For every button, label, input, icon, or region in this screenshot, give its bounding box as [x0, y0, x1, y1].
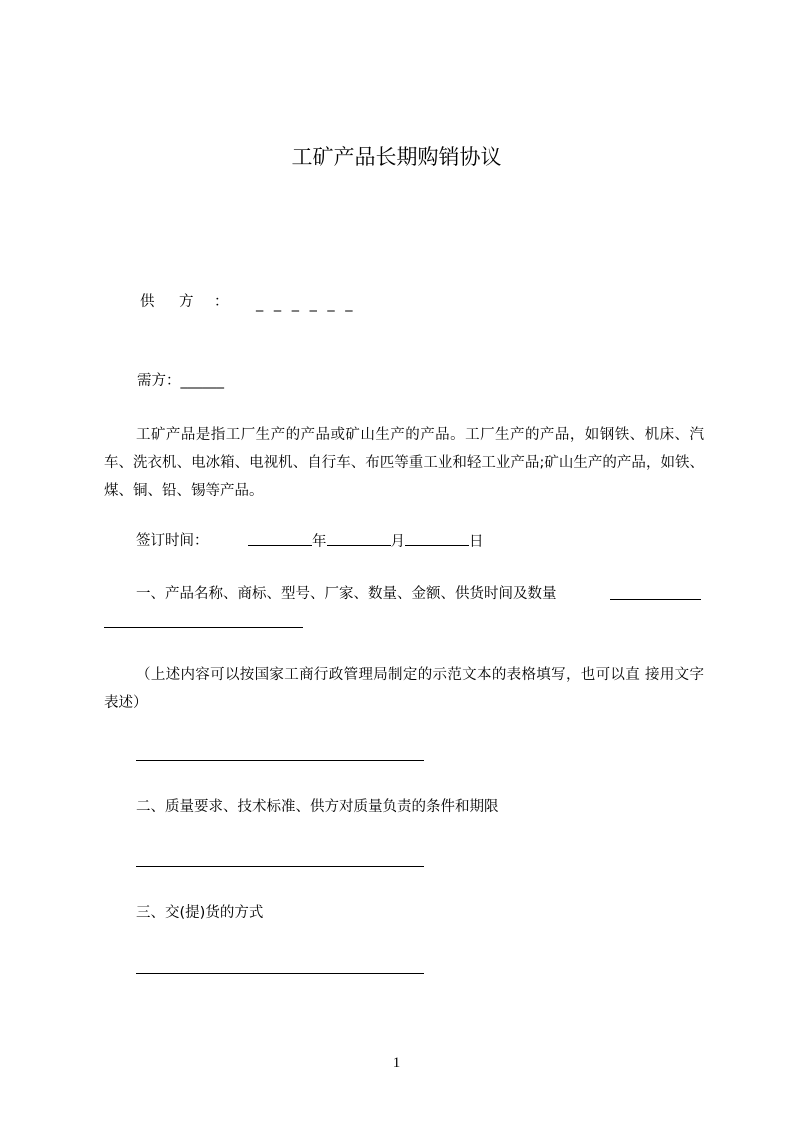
buyer-blank: ______ [180, 373, 224, 389]
supplier-label-char-1: 供 [140, 294, 155, 310]
supplier-blank: _ _ _ _ _ _ [256, 296, 356, 312]
day-label: 日 [469, 534, 484, 550]
section2-fill-line [136, 866, 424, 867]
section1-fill-line [136, 760, 424, 761]
section3-heading: 三、交(提)货的方式 [136, 905, 264, 921]
supplier-label-char-2: 方 [179, 294, 194, 310]
section2-heading: 二、质量要求、技术标准、供方对质量负责的条件和期限 [136, 799, 499, 815]
day-blank [405, 531, 469, 546]
section3-fill-line [136, 973, 424, 974]
sign-time-line [248, 531, 484, 552]
supplier-colon: ： [214, 294, 229, 310]
section1-note: （上述内容可以按国家工商行政管理局制定的示范文本的表格填写，也可以直 接用文字表述） [104, 667, 704, 711]
month-blank [327, 531, 391, 546]
document-title: 工矿产品长期购销协议 [291, 145, 502, 169]
section1-blank-line-b [104, 627, 303, 628]
section1-blank-line-a [610, 599, 701, 600]
page-number: 1 [392, 1055, 401, 1071]
year-label: 年 [312, 534, 327, 550]
sign-time-label: 签订时间： [136, 533, 209, 549]
section1-heading: 一、产品名称、商标、型号、厂家、数量、金额、供货时间及数量 [136, 586, 557, 602]
month-label: 月 [390, 534, 405, 550]
year-blank [248, 531, 312, 546]
buyer-label: 需方： [137, 373, 181, 389]
buyer-line [137, 371, 224, 391]
intro-paragraph: 工矿产品是指工厂生产的产品或矿山生产的产品。工厂生产的产品，如钢铁、机床、汽车、洗衣机、电冰箱、电视机、自行车、布匹等重工业和轻工业产品;矿山生产的产品，如铁、煤、铜、铅、锡等产品。 [104, 427, 704, 499]
